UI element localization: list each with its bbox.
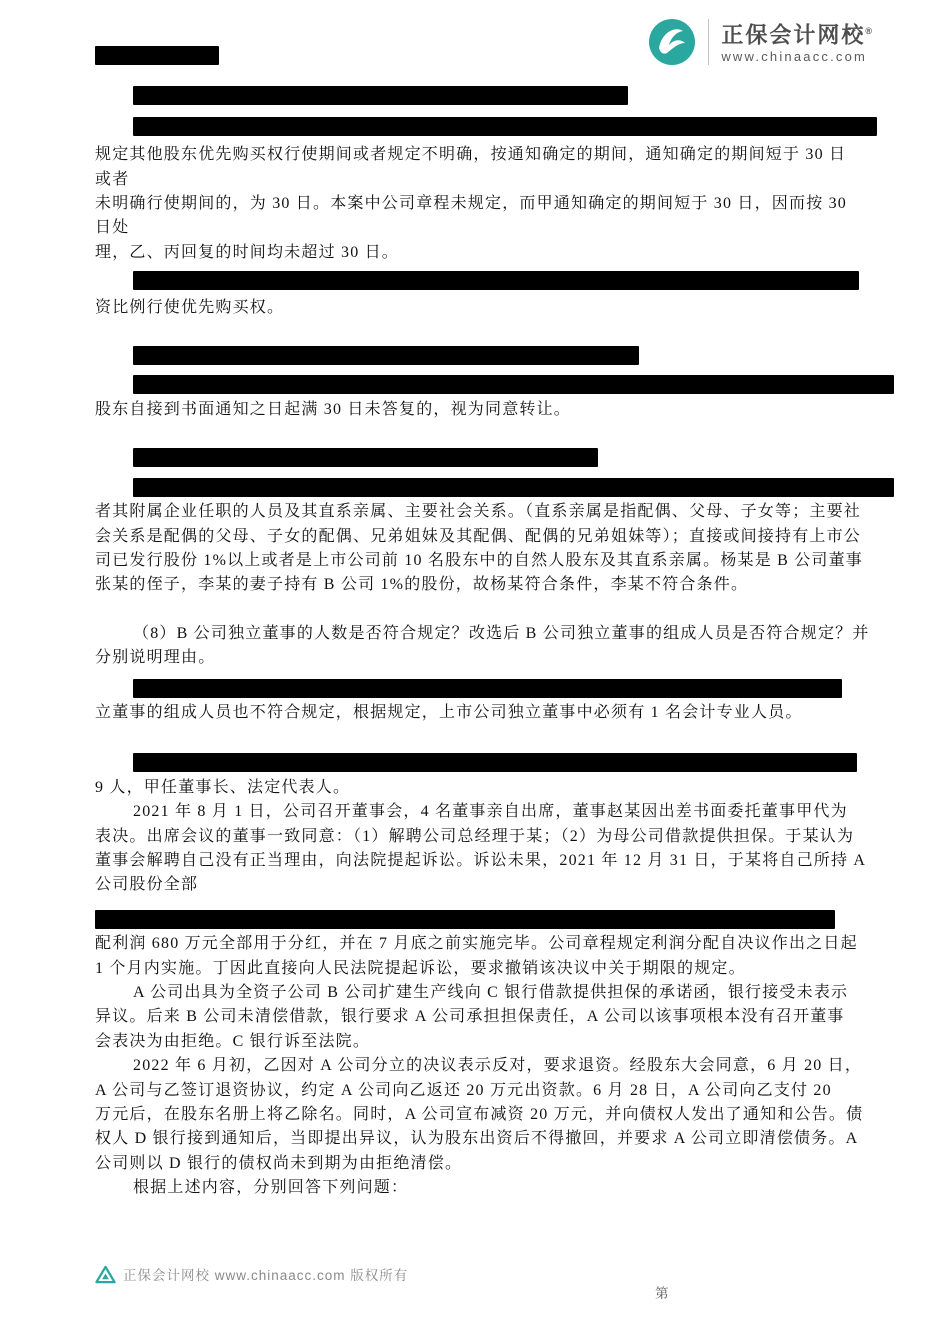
text-line: 股东自接到书面通知之日起满 30 日未答复的，视为同意转让。 [95, 400, 572, 418]
text-line: 1 个月内实施。丁因此直接向人民法院提起诉讼，要求撤销该决议中关于期限的规定。 [95, 959, 746, 977]
text-line: 司已发行股份 1%以上或者是上市公司前 10 名股东中的自然人股东及其直系亲属。杨某是 B 公司董事 [95, 551, 864, 569]
redacted-line [95, 677, 910, 701]
document-body [95, 44, 910, 1201]
text-line: 公司股份全部 [95, 876, 199, 894]
redacted-line [95, 84, 910, 108]
redaction-bar: （7）杨某和李某能否担任 B 公司的独立董事？并说明理由。 [135, 449, 597, 467]
redaction-bar: （4）甲通知确定的优先购买权行使期间是否成立？并说明理由。 [135, 87, 626, 105]
text-line: 未明确行使期间的，为 30 日。本案中公司章程未规定，而甲通知确定的期间短于 30 日，因而按 30 [95, 195, 848, 213]
text-line: 规定其他股东优先购买权行使期间或者规定不明确，按通知确定的期间，通知确定的期间短于 30 日 [95, 146, 847, 164]
text-line: 配利润 680 万元全部用于分红，并在 7 月底之前实施完毕。公司章程规定利润分配自决议作出之日起 [95, 935, 858, 953]
text-line: 会表决为由拒绝。C 银行诉至法院。 [95, 1032, 371, 1050]
redaction-bar: 『正确答案』成立。根据规定，公司章程对优先购买权的行使期间有规定的从其规定；公司章程未 [135, 117, 875, 135]
text-line: 公司则以 D 银行的债权尚未到期为由拒绝清偿。 [95, 1154, 463, 1172]
text-line: 立董事的组成人员也不符合规定，根据规定，上市公司独立董事中必须有 1 名会计专业人员。 [95, 703, 803, 721]
footer-copyright: 正保会计网校 www.chinaacc.com 版权所有 [123, 1268, 409, 1283]
text-line: 会关系是配偶的父母、子女的配偶、兄弟姐妹及其配偶、配偶的兄弟姐妹等）；直接或间接持有上市公 [95, 527, 862, 545]
text-line: （8）B 公司独立董事的人数是否符合规定？改选后 B 公司独立董事的组成人员是否符合规定？并 [133, 624, 870, 642]
redaction-bar: 『正确答案』乙、丙均主张优先购买时，协商确定购买比例；协商不成的，按照转让时各自的出 [135, 272, 858, 290]
redacted-line [95, 908, 910, 932]
text-line: A 公司与乙签订退资协议，约定 A 公司向乙返还 20 万元出资款。6 月 28 日，A 公司向乙支付 20 [95, 1081, 832, 1099]
redaction-bar: 『正确答案』视为同意转让。根据规定，股东应就其股权转让事项书面通知其他股东征求同意，其他 [135, 376, 892, 394]
text-line: 者其附属企业任职的人员及其直系亲属、主要社会关系。（直系亲属是指配偶、父母、子女等；主要社 [95, 503, 862, 521]
footer [95, 1264, 408, 1284]
text-line: 日处 [95, 219, 130, 237]
text-line: 表决。出席会议的董事一致同意：（1）解聘公司总经理于某；（2）为母公司借款提供担保。于某认为 [95, 827, 855, 845]
text-line: 或者 [95, 170, 130, 188]
redacted-line [95, 44, 910, 68]
text-line: 理，乙、丙回复的时间均未超过 30 日。 [95, 243, 400, 261]
text-line: 2022 年 6 月初，乙因对 A 公司分立的决议表示反对，要求退资。经股东大会同意，6 月 20 日， [133, 1057, 863, 1075]
text-line: 万元后，在股东名册上将乙除名。同时，A 公司宣布减资 20 万元，并向债权人发出了通知和公告。债 [95, 1106, 864, 1124]
redaction-bar: 公司股东大会于 2022 年 4 月 1 日就 2021 年度利润分配方案作出决议，决定将公司该年度的可分 [97, 910, 833, 928]
redaction-bar: 【例题·案例分析题 3】A 公司是由甲、乙、丙、丁等 50 人出资设立的股份有限公司。公司董事 [135, 754, 856, 772]
brand-name: 正保会计网校® [721, 22, 872, 48]
page-number: 第 [655, 1286, 669, 1301]
redacted-line [95, 269, 910, 293]
redaction-bar: 『正确答案』杨某可以，李某不能。根据规定，下列人员不得担任上市公司独立董事：在上市公司或 [135, 478, 892, 496]
brand-url: www.chinaacc.com [721, 49, 868, 65]
redaction-bar: 『正确答案』第一，人数不符合规定，上市公司董事会中应当至少有 1/3 独立董事；第二，独 [135, 679, 841, 697]
redacted-line [95, 476, 910, 500]
registered-mark: ® [865, 26, 872, 36]
text-line: 根据上述内容，分别回答下列问题： [133, 1179, 409, 1197]
footer-logo-icon [95, 1265, 116, 1284]
text-line: 分别说明理由。 [95, 649, 216, 667]
text-line: 权人 D 银行接到通知后，当即提出异议，认为股东出资后不得撤回，并要求 A 公司立即清偿债务。A [95, 1130, 859, 1148]
redacted-line [95, 373, 910, 397]
text-line: 异议。后来 B 公司未清偿借款，银行要求 A 公司承担担保责任，A 公司以该事项根本没有召开董事 [95, 1008, 845, 1026]
text-line: 资比例行使优先购买权。 [95, 298, 285, 316]
redacted-line [95, 751, 910, 775]
redacted-line [95, 446, 910, 470]
redacted-line [95, 115, 910, 139]
redaction-bar: （6）丁、戊 30 日都未作答复将产生何种法律效果？并说明理由。 [135, 347, 638, 365]
text-line: 2021 年 8 月 1 日，公司召开董事会，4 名董事亲自出席，董事赵某因出差书面委托董事甲代为 [133, 803, 848, 821]
text-line: 9 人，甲任董事长、法定代表人。 [95, 778, 351, 796]
redaction-bar: 六、案例分析题 [97, 47, 218, 64]
redacted-line [95, 344, 910, 368]
text-line: 张某的侄子，李某的妻子持有 B 公司 1%的股份，故杨某符合条件，李某不符合条件。 [95, 576, 749, 594]
text-line: 董事会解聘自己没有正当理由，向法院提起诉讼。诉讼未果，2021 年 12 月 31 日，于某将自己所持 A [95, 851, 867, 869]
text-line: A 公司出具为全资子公司 B 公司扩建生产线向 C 银行借款提供担保的承诺函，银行接受未表示 [133, 984, 849, 1001]
